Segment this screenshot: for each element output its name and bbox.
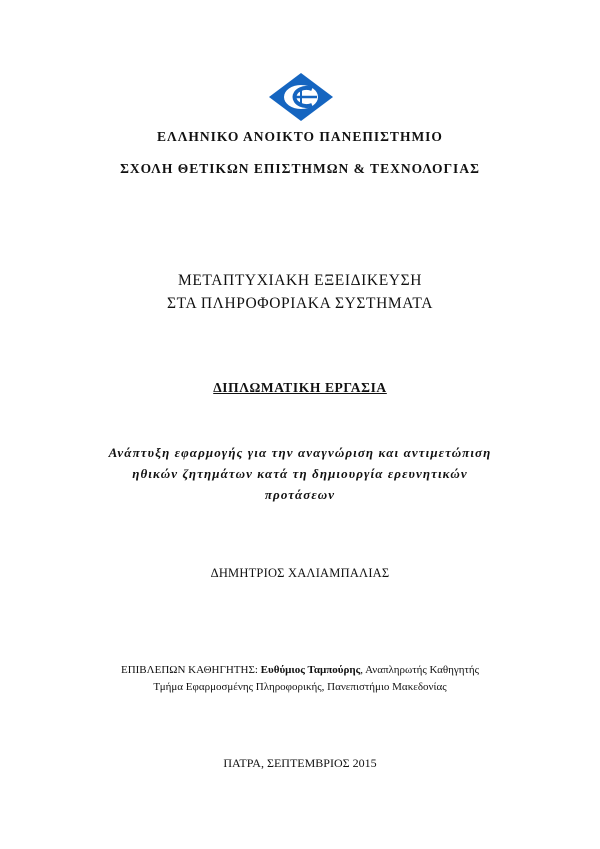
- place-date: ΠΑΤΡΑ, ΣΕΠΤΕΜΒΡΙΟΣ 2015: [223, 756, 377, 770]
- supervisor-line: [0, 664, 600, 676]
- university-logo-icon: [268, 72, 334, 122]
- school-name: ΣΧΟΛΗ ΘΕΤΙΚΩΝ ΕΠΙΣΤΗΜΩΝ & ΤΕΧΝΟΛΟΓΙΑΣ: [120, 161, 480, 176]
- document-type: [0, 380, 600, 396]
- thesis-title: [0, 442, 600, 505]
- thesis-title-line-1: Ανάπτυξη εφαρμογής για την αναγνώριση και αντιμετώπιση: [108, 445, 492, 460]
- thesis-title-line-3: προτάσεων: [264, 487, 336, 502]
- university-name: ΕΛΛΗΝΙΚΟ ΑΝΟΙΚΤΟ ΠΑΝΕΠΙΣΤΗΜΙΟ: [157, 129, 443, 144]
- author-name: ΔΗΜΗΤΡΙΟΣ ΧΑΛΙΑΜΠΑΛΙΑΣ: [210, 566, 390, 580]
- supervisor-name: Ευθύμιος Ταμπούρης: [260, 664, 361, 676]
- thesis-title-line-2: ηθικών ζητημάτων κατά τη δημιουργία ερευνητικών: [132, 466, 468, 481]
- supervisor-label: ΕΠΙΒΛΕΠΩΝ ΚΑΘΗΓΗΤΗΣ:: [120, 664, 258, 676]
- supervisor-department: Τμήμα Εφαρμοσμένης Πληροφορικής, Πανεπιστήμιο Μακεδονίας: [153, 681, 447, 693]
- program-line-2: ΣΤΑ ΠΛΗΡΟΦΟΡΙΑΚΑ ΣΥΣΤΗΜΑΤΑ: [167, 295, 433, 312]
- program-line-1: ΜΕΤΑΠΤΥΧΙΑΚΗ ΕΞΕΙΔΙΚΕΥΣΗ: [177, 272, 422, 289]
- supervisor-role: , Αναπληρωτής Καθηγητής: [360, 664, 479, 676]
- document-type-label: ΔΙΠΛΩΜΑΤΙΚΗ ΕΡΓΑΣΙΑ: [213, 380, 387, 395]
